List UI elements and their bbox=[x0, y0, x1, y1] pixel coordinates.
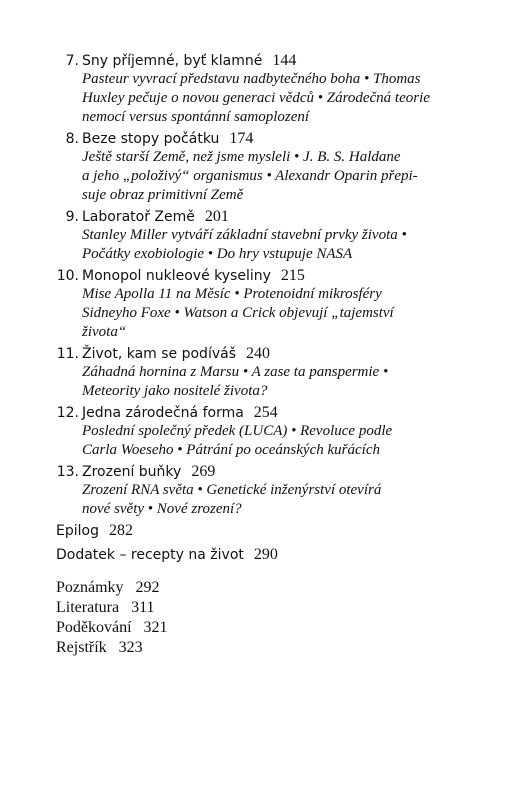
chapter-summary bbox=[82, 481, 452, 519]
chapter-number: 7. bbox=[65, 53, 79, 69]
summary-line: Stanley Miller vytváří základní stavební prvky života • bbox=[82, 227, 407, 243]
chapter-number: 8. bbox=[65, 131, 79, 147]
appendix-title: Dodatek – recepty na život bbox=[56, 547, 244, 563]
toc-epilog bbox=[56, 521, 133, 541]
chapter-number: 9. bbox=[65, 209, 79, 225]
chapter-number: 10. bbox=[56, 268, 79, 284]
back-matter-page-number: 311 bbox=[131, 599, 155, 616]
back-matter-page-number: 292 bbox=[135, 579, 160, 596]
back-matter-title: Poznámky bbox=[56, 579, 124, 596]
back-matter-page-number: 321 bbox=[143, 619, 168, 636]
toc-notes bbox=[56, 578, 160, 598]
chapter-title: Jedna zárodečná forma bbox=[82, 405, 244, 421]
chapter-page-number: 240 bbox=[246, 345, 270, 362]
chapter-summary bbox=[82, 285, 452, 342]
summary-line: Mise Apolla 11 na Měsíc • Protenoidní mikrosféry bbox=[82, 286, 382, 302]
summary-line: Carla Woeseho • Pátrání po oceánských kuřácích bbox=[82, 442, 380, 458]
chapter-summary bbox=[82, 70, 452, 127]
chapter-summary bbox=[82, 422, 452, 460]
chapter-title: Sny příjemné, byť klamné bbox=[82, 53, 263, 69]
summary-line: Záhadná hornina z Marsu • A zase ta panspermie • bbox=[82, 364, 389, 380]
epilog-page-number: 282 bbox=[108, 522, 133, 539]
summary-line: Meteority jako nositelé života? bbox=[82, 383, 268, 399]
summary-line: Poslední společný předek (LUCA) • Revoluce podle bbox=[82, 423, 393, 439]
chapter-page-number: 269 bbox=[191, 463, 216, 480]
chapter-number: 12. bbox=[56, 405, 79, 421]
chapter-page-number: 174 bbox=[229, 130, 254, 147]
chapter-page-number: 215 bbox=[280, 267, 305, 284]
chapter-title: Laboratoř Země bbox=[82, 209, 195, 225]
summary-line: Ještě starší Země, než jsme mysleli • J. B. S. Haldane bbox=[82, 149, 401, 165]
chapter-summary bbox=[82, 148, 452, 205]
chapter-number: 13. bbox=[56, 464, 79, 480]
back-matter-title: Rejstřík bbox=[56, 639, 107, 656]
appendix-page-number: 290 bbox=[253, 546, 278, 563]
back-matter-title: Literatura bbox=[56, 599, 120, 616]
epilog-title: Epilog bbox=[56, 523, 99, 539]
back-matter-page-number: 323 bbox=[118, 639, 143, 656]
chapter-summary bbox=[82, 363, 452, 401]
summary-line: Zrození RNA světa • Genetické inženýrství otevírá bbox=[82, 482, 382, 498]
chapter-page-number: 144 bbox=[272, 52, 297, 69]
toc-acknowledgements bbox=[56, 618, 168, 638]
summary-line: nemocí versus spontánní samoplození bbox=[82, 109, 310, 125]
summary-line: suje obraz primitivní Země bbox=[82, 187, 244, 203]
chapter-page-number: 254 bbox=[253, 404, 278, 421]
chapter-number: 11. bbox=[56, 346, 79, 362]
summary-line: Sidneyho Foxe • Watson a Crick objevují „tajemství bbox=[82, 305, 394, 321]
summary-line: Pasteur vyvrací představu nadbytečného boha • Thomas bbox=[82, 71, 421, 87]
summary-line: nové světy • Nové zrození? bbox=[82, 501, 242, 517]
toc-index bbox=[56, 638, 143, 658]
summary-line: Huxley pečuje o novou generaci vědců • Zárodečná teorie bbox=[82, 90, 430, 106]
chapter-summary bbox=[82, 226, 452, 264]
chapter-title: Život, kam se podíváš bbox=[82, 346, 236, 362]
summary-line: života“ bbox=[82, 324, 127, 340]
chapter-page-number: 201 bbox=[204, 208, 229, 225]
summary-line: a jeho „položivý“ organismus • Alexandr Oparin přepi- bbox=[82, 168, 418, 184]
back-matter-title: Poděkování bbox=[56, 619, 132, 636]
chapter-title: Monopol nukleové kyseliny bbox=[82, 268, 271, 284]
summary-line: Počátky exobiologie • Do hry vstupuje NASA bbox=[82, 246, 353, 262]
toc-appendix bbox=[56, 545, 278, 565]
chapter-title: Beze stopy počátku bbox=[82, 131, 220, 147]
toc-literature bbox=[56, 598, 154, 618]
chapter-title: Zrození buňky bbox=[82, 464, 182, 480]
